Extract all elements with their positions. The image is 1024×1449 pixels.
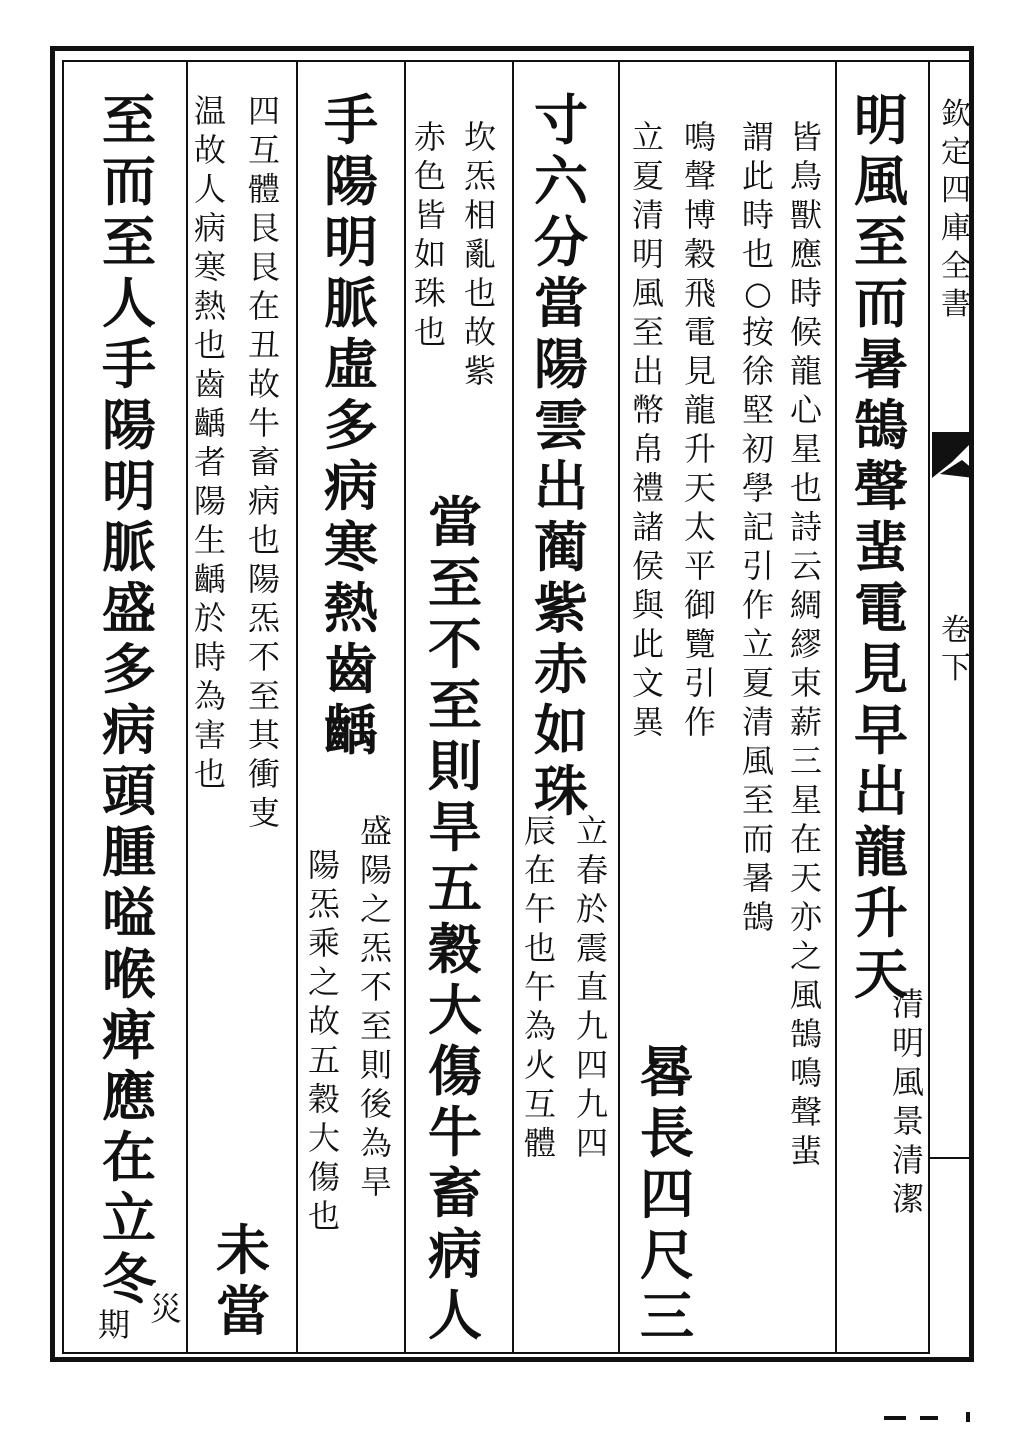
character: 害: [193, 716, 226, 754]
character: 升: [683, 430, 716, 468]
character: 引: [683, 664, 716, 702]
character: 三: [640, 1284, 694, 1348]
character: 風: [741, 742, 774, 780]
character: 云: [789, 547, 822, 585]
character: 而: [741, 820, 774, 858]
character: 早: [854, 698, 908, 762]
character: 寒: [324, 515, 378, 579]
character: 明: [102, 454, 156, 518]
character: 亂: [463, 235, 496, 273]
character: 引: [741, 547, 774, 585]
character: 為: [359, 1124, 392, 1162]
character: 不: [428, 612, 482, 676]
character: 人: [193, 170, 226, 208]
character: 清: [741, 703, 774, 741]
character: 丑: [247, 326, 280, 364]
character: 至: [428, 673, 482, 737]
character: 腫: [102, 820, 156, 884]
character: 應: [789, 235, 822, 273]
margin-volume: [936, 612, 976, 688]
character: 綢: [789, 586, 822, 624]
margin-rule: [930, 1157, 974, 1159]
character: 赤: [534, 637, 588, 701]
character: 温: [193, 92, 226, 130]
character: 脈: [102, 515, 156, 579]
character: 色: [413, 157, 446, 195]
character: 直: [575, 968, 608, 1006]
character: 此: [741, 157, 774, 195]
character: 禮: [631, 469, 664, 507]
character: 多: [102, 637, 156, 701]
character: 天: [683, 469, 716, 507]
annotation-column: [572, 812, 612, 1163]
character: 學: [741, 469, 774, 507]
character: 夏: [741, 664, 774, 702]
character: 天: [854, 942, 908, 1006]
column-rule: [186, 62, 188, 1352]
character: 龍: [683, 391, 716, 429]
character: 至: [359, 1007, 392, 1045]
character: 在: [247, 287, 280, 325]
character: 災: [149, 1290, 182, 1328]
character: 寒: [193, 248, 226, 286]
character: 覽: [683, 625, 716, 663]
character: 下: [941, 651, 971, 686]
character: 冬: [102, 1247, 156, 1311]
character: 聲: [854, 454, 908, 518]
character: 與: [631, 586, 664, 624]
character: 六: [534, 149, 588, 213]
character: 而: [102, 149, 156, 213]
character: 故: [247, 365, 280, 403]
character: 至: [247, 677, 280, 715]
character: 欽: [941, 97, 971, 132]
character: 鳴: [683, 118, 716, 156]
character: 清: [891, 985, 924, 1023]
character: 鵠: [741, 898, 774, 936]
annotation-column: [356, 812, 396, 1202]
character: 傷: [428, 1039, 482, 1103]
character: 則: [428, 734, 482, 798]
character: 午: [523, 890, 556, 928]
character: 多: [324, 393, 378, 457]
character: 也: [307, 1197, 340, 1235]
character: 鳴: [789, 1054, 822, 1092]
character: 震: [575, 929, 608, 967]
annotation-column: [190, 92, 230, 794]
annotation-column: [680, 118, 720, 742]
character: 艮: [247, 209, 280, 247]
character: 至: [102, 88, 156, 152]
annotation-column: [304, 846, 344, 1236]
character: 也: [247, 521, 280, 559]
annotation-column: [786, 118, 826, 1171]
character: 風: [631, 274, 664, 312]
character: 卷: [941, 613, 971, 648]
character: 見: [683, 352, 716, 390]
text-column: [848, 90, 914, 1005]
scan-mark: [966, 1412, 970, 1422]
annotation-column: [888, 985, 928, 1219]
character: 生: [193, 521, 226, 559]
character: 者: [193, 443, 226, 481]
character: 穀: [683, 235, 716, 273]
character: 蜚: [789, 1132, 822, 1170]
character: 徐: [741, 352, 774, 390]
character: 嗌: [102, 881, 156, 945]
character: 聲: [683, 157, 716, 195]
character: 書: [941, 287, 971, 322]
character: 痺: [102, 1003, 156, 1067]
character: 帛: [631, 430, 664, 468]
character: 手: [102, 332, 156, 396]
character: 互: [523, 1085, 556, 1123]
character: 齲: [193, 404, 226, 442]
character: 後: [359, 1085, 392, 1123]
character: 此: [631, 625, 664, 663]
character: 至: [102, 210, 156, 274]
character: 病: [428, 1222, 482, 1286]
character: 明: [631, 235, 664, 273]
character: 至: [428, 551, 482, 615]
character: 時: [193, 638, 226, 676]
character: 四: [941, 173, 971, 208]
character: 其: [247, 716, 280, 754]
character: 陽: [193, 482, 226, 520]
character: 也: [463, 274, 496, 312]
character: 風: [891, 1063, 924, 1101]
character: 穀: [307, 1080, 340, 1118]
character: 天: [789, 859, 822, 897]
character: 陽: [534, 332, 588, 396]
character: 見: [854, 637, 908, 701]
character: 風: [854, 149, 908, 213]
annotation-column: [410, 118, 450, 352]
character: 大: [307, 1119, 340, 1157]
character: 午: [523, 968, 556, 1006]
character: 頭: [102, 759, 156, 823]
character: 鵠: [854, 393, 908, 457]
character: 立: [575, 812, 608, 850]
character: 齒: [324, 637, 378, 701]
character: 繆: [789, 625, 822, 663]
annotation-column: [520, 812, 560, 1163]
character: 四: [575, 1046, 608, 1084]
character: 珠: [413, 274, 446, 312]
character: 龍: [789, 352, 822, 390]
annotation-column: [146, 1290, 186, 1329]
character: 在: [523, 851, 556, 889]
character: 在: [102, 1125, 156, 1189]
character: 也: [193, 326, 226, 364]
fish-tail-mark-icon: [932, 432, 974, 478]
character: 則: [359, 1046, 392, 1084]
annotation-column: [244, 92, 284, 833]
character: 四: [640, 1162, 694, 1226]
character: 四: [575, 1124, 608, 1162]
text-column: [210, 1220, 276, 1342]
character: 也: [741, 235, 774, 273]
character: 至: [631, 313, 664, 351]
character: 出: [631, 352, 664, 390]
character: 升: [854, 881, 908, 945]
character: 未: [216, 1218, 270, 1282]
character: 聲: [789, 1093, 822, 1131]
character: 清: [631, 196, 664, 234]
character: 陽: [247, 560, 280, 598]
character: 鳥: [789, 157, 822, 195]
character: 尺: [640, 1223, 694, 1287]
character: 皆: [413, 196, 446, 234]
character: 赤: [413, 118, 446, 156]
character: 異: [631, 703, 664, 741]
character: 幣: [631, 391, 664, 429]
character: 不: [359, 968, 392, 1006]
character: 體: [247, 170, 280, 208]
character: 記: [741, 508, 774, 546]
character: 傷: [307, 1158, 340, 1196]
character: 心: [789, 391, 822, 429]
character: 於: [193, 599, 226, 637]
character: 潔: [891, 1180, 924, 1218]
character: 炁: [359, 929, 392, 967]
character: 寸: [534, 88, 588, 152]
character: 薪: [789, 703, 822, 741]
character: 至: [854, 210, 908, 274]
character: 辰: [523, 812, 556, 850]
character: 夏: [631, 157, 664, 195]
character: 暑: [741, 859, 774, 897]
annotation-column: [460, 118, 500, 391]
character: 明: [854, 88, 908, 152]
character: 蜚: [854, 515, 908, 579]
character: 鵠: [789, 1015, 822, 1053]
character: 應: [102, 1064, 156, 1128]
margin-rule: [930, 60, 974, 62]
character: 如: [413, 235, 446, 273]
character: 作: [683, 703, 716, 741]
character: 熱: [193, 287, 226, 325]
character: 九: [575, 1085, 608, 1123]
character: 五: [307, 1041, 340, 1079]
character: 大: [428, 978, 482, 1042]
character: 陽: [102, 393, 156, 457]
character: 皆: [789, 118, 822, 156]
character: 電: [854, 576, 908, 640]
character: 堅: [741, 391, 774, 429]
character: 盛: [102, 576, 156, 640]
character: 艮: [247, 248, 280, 286]
character: 紫: [534, 576, 588, 640]
character: 星: [789, 430, 822, 468]
character: 時: [741, 196, 774, 234]
character: 束: [789, 664, 822, 702]
character: 旱: [428, 795, 482, 859]
margin-title: [936, 96, 976, 324]
character: 庫: [941, 211, 971, 246]
character: 也: [523, 929, 556, 967]
character: 蔺: [534, 515, 588, 579]
character: 三: [789, 742, 822, 780]
character: 雲: [534, 393, 588, 457]
character: 在: [789, 820, 822, 858]
character: 太: [683, 508, 716, 546]
character: 之: [789, 937, 822, 975]
character: 按: [741, 313, 774, 351]
character: 之: [307, 963, 340, 1001]
character: 景: [891, 1102, 924, 1140]
character: 飛: [683, 274, 716, 312]
character: 春: [575, 851, 608, 889]
character: 分: [534, 210, 588, 274]
character: 謂: [741, 118, 774, 156]
character: 盛: [359, 812, 392, 850]
character: 故: [463, 313, 496, 351]
character: 也: [413, 313, 446, 351]
character: 之: [359, 890, 392, 928]
character: 當: [216, 1279, 270, 1343]
character: 亦: [789, 898, 822, 936]
character: 文: [631, 664, 664, 702]
character: 侯: [631, 547, 664, 585]
column-rule: [296, 62, 298, 1352]
character: 出: [854, 759, 908, 823]
character: 火: [523, 1046, 556, 1084]
character: 病: [193, 209, 226, 247]
character: 風: [789, 976, 822, 1014]
character: 不: [247, 638, 280, 676]
character: ○: [744, 274, 772, 312]
character: 病: [102, 698, 156, 762]
character: 陽: [324, 149, 378, 213]
character: 四: [247, 92, 280, 130]
character: 當: [534, 271, 588, 335]
character: 期: [97, 1306, 130, 1344]
character: 出: [534, 454, 588, 518]
character: 手: [324, 88, 378, 152]
character: 星: [789, 781, 822, 819]
character: 畜: [247, 443, 280, 481]
text-column: [96, 90, 162, 1310]
character: 人: [428, 1283, 482, 1347]
character: 紫: [463, 352, 496, 390]
character: 詩: [789, 508, 822, 546]
character: 清: [891, 1141, 924, 1179]
character: 衝: [247, 755, 280, 793]
text-column: [528, 90, 594, 822]
column-rule: [835, 62, 837, 1352]
text-column: [318, 90, 384, 761]
annotation-column: [738, 118, 778, 937]
character: 互: [247, 131, 280, 169]
annotation-column: [628, 118, 668, 742]
character: 乘: [307, 924, 340, 962]
character: 平: [683, 547, 716, 585]
character: 時: [789, 274, 822, 312]
character: 齲: [324, 698, 378, 762]
character: 炁: [307, 885, 340, 923]
character: 相: [463, 196, 496, 234]
text-column: [422, 492, 488, 1346]
character: 熱: [324, 576, 378, 640]
character: 龍: [854, 820, 908, 884]
character: 電: [683, 313, 716, 351]
character: 為: [523, 1007, 556, 1045]
character: 立: [102, 1186, 156, 1250]
character: 體: [523, 1124, 556, 1162]
column-rule: [618, 62, 620, 1352]
character: 長: [640, 1101, 694, 1165]
character: 御: [683, 586, 716, 624]
character: 諸: [631, 508, 664, 546]
character: 炁: [463, 157, 496, 195]
annotation-column: [94, 1306, 134, 1345]
column-rule: [404, 62, 406, 1352]
character: 獸: [789, 196, 822, 234]
character: 全: [941, 249, 971, 284]
character: 虛: [324, 332, 378, 396]
character: 明: [324, 210, 378, 274]
character: 而: [854, 271, 908, 335]
scan-mark: [884, 1416, 906, 1420]
character: 坎: [463, 118, 496, 156]
character: 珠: [534, 759, 588, 823]
character: 脈: [324, 271, 378, 335]
character: 作: [741, 586, 774, 624]
character: 立: [631, 118, 664, 156]
character: 如: [534, 698, 588, 762]
scan-mark: [920, 1416, 938, 1420]
character: 當: [428, 490, 482, 554]
character: 九: [575, 1007, 608, 1045]
character: 博: [683, 196, 716, 234]
character: 也: [789, 469, 822, 507]
character: 五: [428, 856, 482, 920]
character: 於: [575, 890, 608, 928]
character: 人: [102, 271, 156, 335]
character: 立: [741, 625, 774, 663]
character: 明: [891, 1024, 924, 1062]
character: 穀: [428, 917, 482, 981]
character: 暑: [854, 332, 908, 396]
character: 齲: [193, 560, 226, 598]
character: 初: [741, 430, 774, 468]
character: 為: [193, 677, 226, 715]
character: 牛: [247, 404, 280, 442]
character: 至: [741, 781, 774, 819]
character: 故: [307, 1002, 340, 1040]
character: 旱: [359, 1163, 392, 1201]
character: 故: [193, 131, 226, 169]
character: 牛: [428, 1100, 482, 1164]
character: 定: [941, 135, 971, 170]
text-column: [634, 1042, 700, 1347]
character: 喉: [102, 942, 156, 1006]
character: 畜: [428, 1161, 482, 1225]
character: 齒: [193, 365, 226, 403]
character: 病: [247, 482, 280, 520]
column-rule: [512, 62, 514, 1352]
character: 陽: [359, 851, 392, 889]
character: 病: [324, 454, 378, 518]
character: 也: [193, 755, 226, 793]
character: 陽: [307, 846, 340, 884]
character: 候: [789, 313, 822, 351]
character: 晷: [640, 1040, 694, 1104]
character: 炁: [247, 599, 280, 637]
character: 叓: [247, 794, 280, 832]
